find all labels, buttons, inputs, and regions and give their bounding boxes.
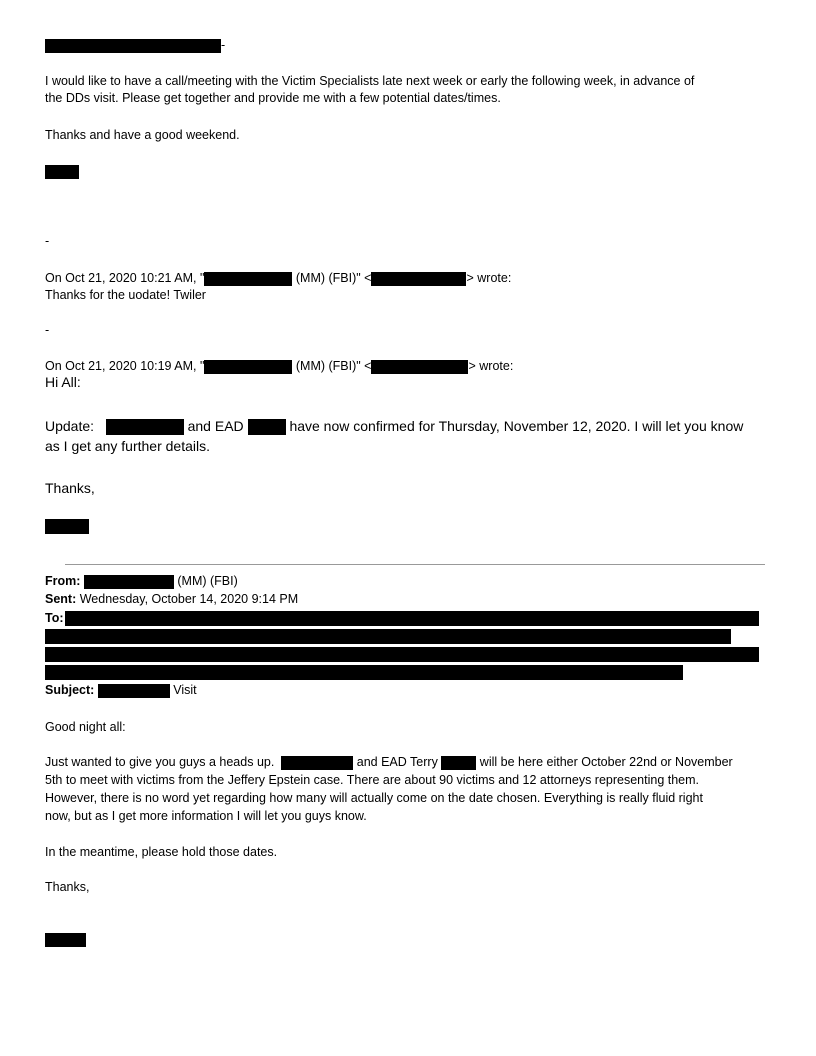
- redaction: [248, 419, 286, 435]
- body-line: 5th to meet with victims from the Jeffery Epstein case. There are about 90 victims and 12 attorneys representing them.: [45, 773, 700, 787]
- redaction: [106, 419, 184, 435]
- greeting: Good night all:: [45, 720, 126, 734]
- sent-line: [45, 591, 298, 607]
- redaction: [441, 756, 476, 770]
- separator: -: [45, 323, 50, 337]
- redaction: [371, 272, 466, 286]
- text: Update:: [45, 418, 95, 434]
- body-line: In the meantime, please hold those dates.: [45, 845, 278, 859]
- closing: Thanks,: [45, 880, 90, 894]
- text: have now confirmed for Thursday, November 12, 2020. I will let you know: [289, 418, 744, 434]
- body-line: now, but as I get more information I will let you guys know.: [45, 809, 367, 823]
- text: and EAD: [187, 418, 244, 434]
- subject-line: [45, 682, 197, 698]
- value: (MM) (FBI): [173, 574, 238, 588]
- greeting: Hi All:: [45, 374, 81, 390]
- header-text: (MM) (FBI)" <: [292, 271, 372, 285]
- value: Visit: [169, 683, 197, 697]
- label: From:: [45, 574, 81, 588]
- value: Wednesday, October 14, 2020 9:14 PM: [76, 592, 299, 606]
- redaction: [45, 629, 731, 644]
- redaction: [45, 39, 221, 53]
- label: Sent:: [45, 592, 77, 606]
- body-line: I would like to have a call/meeting with the Victim Specialists late next week or early the following week, in advance of: [45, 74, 695, 88]
- text: Just wanted to give you guys a heads up.: [45, 755, 275, 769]
- signature-redaction: [45, 519, 89, 534]
- redaction: [65, 611, 759, 626]
- dash: -: [221, 38, 226, 52]
- label: To:: [45, 611, 64, 625]
- separator: -: [45, 234, 50, 248]
- redaction: [98, 684, 170, 698]
- text: and EAD Terry: [356, 755, 438, 769]
- from-line: [45, 573, 238, 589]
- reply-header: [45, 358, 513, 374]
- text: will be here either October 22nd or November: [479, 755, 733, 769]
- body-line: the DDs visit. Please get together and provide me with a few potential dates/times.: [45, 91, 501, 105]
- update-line-2: as I get any further details.: [45, 438, 210, 454]
- redaction: [204, 360, 292, 374]
- to-line: [45, 610, 64, 626]
- label: Subject:: [45, 683, 95, 697]
- redaction: [281, 756, 353, 770]
- header-text: (MM) (FBI)" <: [292, 359, 372, 373]
- signature-redaction: [45, 933, 86, 947]
- redaction: [84, 575, 174, 589]
- update-line: [45, 416, 743, 436]
- closing: Thanks and have a good weekend.: [45, 128, 240, 142]
- body-line: However, there is no word yet regarding how many will actually come on the date chosen. Everything is really fluid right: [45, 791, 703, 805]
- header-text: > wrote:: [466, 271, 512, 285]
- signature-redaction: [45, 165, 79, 179]
- redaction: [371, 360, 468, 374]
- closing: Thanks,: [45, 480, 95, 496]
- redaction: [45, 665, 683, 680]
- reply-header: [45, 270, 511, 286]
- header-text: > wrote:: [468, 359, 514, 373]
- redaction: [45, 647, 759, 662]
- recipient-line: [45, 37, 225, 53]
- body-line: [45, 754, 733, 770]
- header-text: On Oct 21, 2020 10:19 AM, ": [45, 359, 205, 373]
- divider: [65, 564, 765, 565]
- reply-body: Thanks for the uodate! Twiler: [45, 288, 206, 302]
- redaction: [204, 272, 292, 286]
- header-text: On Oct 21, 2020 10:21 AM, ": [45, 271, 205, 285]
